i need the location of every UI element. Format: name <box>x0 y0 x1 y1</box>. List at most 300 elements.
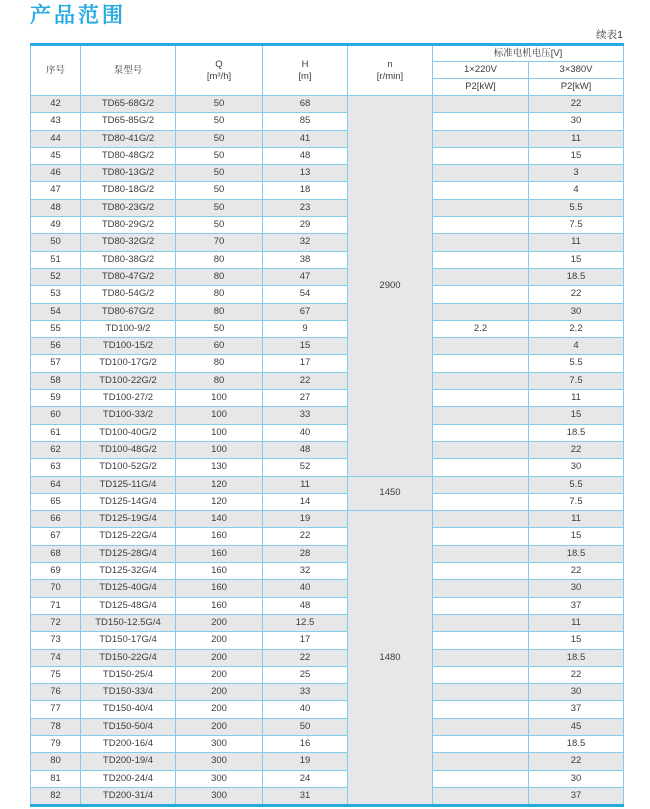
header-q-symbol: Q <box>215 58 223 70</box>
serial-cell: 82 <box>31 787 81 805</box>
h-cell: 31 <box>263 787 348 805</box>
p2-380-cell: 45 <box>529 718 624 735</box>
model-cell: TD125-14G/4 <box>81 493 176 510</box>
h-cell: 17 <box>263 355 348 372</box>
table-row <box>31 528 624 545</box>
table-row <box>31 459 624 476</box>
p2-220-cell <box>433 735 529 752</box>
p2-380-cell: 7.5 <box>529 493 624 510</box>
q-cell: 100 <box>176 390 263 407</box>
table-row <box>31 787 624 805</box>
p2-380-cell: 11 <box>529 234 624 251</box>
serial-cell: 64 <box>31 476 81 493</box>
q-cell: 200 <box>176 666 263 683</box>
header-q-unit: [m³/h] <box>206 70 232 82</box>
serial-cell: 61 <box>31 424 81 441</box>
p2-380-cell: 15 <box>529 407 624 424</box>
table-row <box>31 424 624 441</box>
q-cell: 50 <box>176 96 263 113</box>
p2-220-cell <box>433 632 529 649</box>
h-cell: 67 <box>263 303 348 320</box>
h-cell: 40 <box>263 580 348 597</box>
q-cell: 80 <box>176 372 263 389</box>
h-cell: 19 <box>263 511 348 528</box>
q-cell: 50 <box>176 130 263 147</box>
model-cell: TD125-40G/4 <box>81 580 176 597</box>
q-cell: 50 <box>176 320 263 337</box>
p2-220-cell <box>433 493 529 510</box>
product-range-table <box>30 43 624 807</box>
table-row <box>31 303 624 320</box>
model-cell: TD150-12.5G/4 <box>81 614 176 631</box>
serial-cell: 48 <box>31 199 81 216</box>
model-cell: TD80-13G/2 <box>81 165 176 182</box>
model-cell: TD150-25/4 <box>81 666 176 683</box>
table-row <box>31 286 624 303</box>
model-cell: TD80-38G/2 <box>81 251 176 268</box>
serial-cell: 43 <box>31 113 81 130</box>
table-row <box>31 666 624 683</box>
q-cell: 80 <box>176 286 263 303</box>
p2-220-cell <box>433 251 529 268</box>
model-cell: TD80-41G/2 <box>81 130 176 147</box>
table-row <box>31 130 624 147</box>
serial-cell: 42 <box>31 96 81 113</box>
p2-220-cell <box>433 372 529 389</box>
p2-380-cell: 22 <box>529 563 624 580</box>
p2-380-cell: 30 <box>529 684 624 701</box>
header-model: 泵型号 <box>81 45 176 96</box>
table-row <box>31 217 624 234</box>
h-cell: 27 <box>263 390 348 407</box>
header-n-unit: [r/min] <box>376 70 404 82</box>
q-cell: 200 <box>176 718 263 735</box>
model-cell: TD200-16/4 <box>81 735 176 752</box>
h-cell: 33 <box>263 407 348 424</box>
p2-220-cell <box>433 338 529 355</box>
h-cell: 17 <box>263 632 348 649</box>
serial-cell: 75 <box>31 666 81 683</box>
h-cell: 52 <box>263 459 348 476</box>
table-row <box>31 182 624 199</box>
header-h-unit: [m] <box>298 70 312 82</box>
q-cell: 50 <box>176 199 263 216</box>
p2-220-cell <box>433 390 529 407</box>
serial-cell: 69 <box>31 563 81 580</box>
p2-220-cell <box>433 528 529 545</box>
p2-380-cell: 11 <box>529 130 624 147</box>
p2-380-cell: 11 <box>529 511 624 528</box>
h-cell: 47 <box>263 268 348 285</box>
p2-380-cell: 3 <box>529 165 624 182</box>
table-row <box>31 545 624 562</box>
serial-cell: 52 <box>31 268 81 285</box>
model-cell: TD150-33/4 <box>81 684 176 701</box>
model-cell: TD80-29G/2 <box>81 217 176 234</box>
p2-220-cell <box>433 441 529 458</box>
serial-cell: 71 <box>31 597 81 614</box>
table-row <box>31 390 624 407</box>
p2-380-cell: 18.5 <box>529 649 624 666</box>
table-row <box>31 251 624 268</box>
p2-380-cell: 11 <box>529 614 624 631</box>
q-cell: 80 <box>176 268 263 285</box>
p2-380-cell: 37 <box>529 701 624 718</box>
h-cell: 25 <box>263 666 348 683</box>
q-cell: 100 <box>176 424 263 441</box>
q-cell: 50 <box>176 147 263 164</box>
header-p2-220: P2[kW] <box>433 79 529 96</box>
model-cell: TD80-48G/2 <box>81 147 176 164</box>
table-header <box>31 45 624 96</box>
model-cell: TD125-28G/4 <box>81 545 176 562</box>
p2-380-cell: 22 <box>529 286 624 303</box>
q-cell: 70 <box>176 234 263 251</box>
header-voltage-group: 标准电机电压[V] <box>433 45 624 62</box>
p2-220-cell <box>433 165 529 182</box>
p2-380-cell: 22 <box>529 441 624 458</box>
p2-220-cell <box>433 96 529 113</box>
model-cell: TD125-32G/4 <box>81 563 176 580</box>
model-cell: TD100-33/2 <box>81 407 176 424</box>
model-cell: TD80-23G/2 <box>81 199 176 216</box>
table-row <box>31 614 624 631</box>
p2-220-cell <box>433 459 529 476</box>
serial-cell: 50 <box>31 234 81 251</box>
table-row <box>31 147 624 164</box>
q-cell: 160 <box>176 528 263 545</box>
p2-380-cell: 15 <box>529 251 624 268</box>
table-row <box>31 597 624 614</box>
model-cell: TD80-18G/2 <box>81 182 176 199</box>
p2-220-cell <box>433 113 529 130</box>
serial-cell: 79 <box>31 735 81 752</box>
serial-cell: 68 <box>31 545 81 562</box>
q-cell: 120 <box>176 493 263 510</box>
table-row <box>31 632 624 649</box>
p2-220-cell <box>433 511 529 528</box>
q-cell: 50 <box>176 165 263 182</box>
model-cell: TD150-22G/4 <box>81 649 176 666</box>
p2-380-cell: 18.5 <box>529 545 624 562</box>
serial-cell: 57 <box>31 355 81 372</box>
p2-380-cell: 18.5 <box>529 268 624 285</box>
model-cell: TD65-85G/2 <box>81 113 176 130</box>
serial-cell: 67 <box>31 528 81 545</box>
p2-380-cell: 11 <box>529 390 624 407</box>
header-serial: 序号 <box>31 45 81 96</box>
h-cell: 12.5 <box>263 614 348 631</box>
model-cell: TD150-50/4 <box>81 718 176 735</box>
p2-380-cell: 2.2 <box>529 320 624 337</box>
p2-220-cell <box>433 770 529 787</box>
model-cell: TD200-19/4 <box>81 753 176 770</box>
serial-cell: 47 <box>31 182 81 199</box>
h-cell: 68 <box>263 96 348 113</box>
header-n-symbol: n <box>387 58 393 70</box>
n-cell: 1480 <box>348 511 433 806</box>
header-voltage-380: 3×380V <box>529 62 624 79</box>
p2-380-cell: 30 <box>529 770 624 787</box>
p2-380-cell: 22 <box>529 96 624 113</box>
h-cell: 23 <box>263 199 348 216</box>
header-speed-n <box>348 45 433 96</box>
p2-380-cell: 7.5 <box>529 372 624 389</box>
h-cell: 40 <box>263 424 348 441</box>
q-cell: 50 <box>176 217 263 234</box>
h-cell: 29 <box>263 217 348 234</box>
p2-380-cell: 37 <box>529 787 624 805</box>
h-cell: 22 <box>263 528 348 545</box>
model-cell: TD100-52G/2 <box>81 459 176 476</box>
h-cell: 48 <box>263 597 348 614</box>
h-cell: 32 <box>263 234 348 251</box>
model-cell: TD125-22G/4 <box>81 528 176 545</box>
serial-cell: 76 <box>31 684 81 701</box>
h-cell: 18 <box>263 182 348 199</box>
model-cell: TD80-67G/2 <box>81 303 176 320</box>
model-cell: TD150-40/4 <box>81 701 176 718</box>
serial-cell: 56 <box>31 338 81 355</box>
h-cell: 24 <box>263 770 348 787</box>
p2-220-cell <box>433 649 529 666</box>
n-cell: 2900 <box>348 96 433 477</box>
model-cell: TD200-31/4 <box>81 787 176 805</box>
model-cell: TD125-48G/4 <box>81 597 176 614</box>
p2-220-cell <box>433 787 529 805</box>
model-cell: TD100-48G/2 <box>81 441 176 458</box>
p2-220-cell <box>433 718 529 735</box>
p2-380-cell: 4 <box>529 338 624 355</box>
n-cell: 1450 <box>348 476 433 511</box>
header-head-h <box>263 45 348 96</box>
q-cell: 160 <box>176 545 263 562</box>
q-cell: 50 <box>176 113 263 130</box>
h-cell: 13 <box>263 165 348 182</box>
model-cell: TD80-47G/2 <box>81 268 176 285</box>
model-cell: TD125-19G/4 <box>81 511 176 528</box>
model-cell: TD100-22G/2 <box>81 372 176 389</box>
header-h-symbol: H <box>301 58 309 70</box>
q-cell: 300 <box>176 770 263 787</box>
h-cell: 48 <box>263 147 348 164</box>
q-cell: 100 <box>176 407 263 424</box>
serial-cell: 81 <box>31 770 81 787</box>
model-cell: TD100-15/2 <box>81 338 176 355</box>
q-cell: 200 <box>176 614 263 631</box>
q-cell: 80 <box>176 355 263 372</box>
q-cell: 160 <box>176 597 263 614</box>
header-p2-380: P2[kW] <box>529 79 624 96</box>
h-cell: 15 <box>263 338 348 355</box>
serial-cell: 49 <box>31 217 81 234</box>
model-cell: TD80-54G/2 <box>81 286 176 303</box>
serial-cell: 73 <box>31 632 81 649</box>
table-row <box>31 753 624 770</box>
p2-380-cell: 5.5 <box>529 476 624 493</box>
p2-220-cell <box>433 199 529 216</box>
p2-220-cell <box>433 303 529 320</box>
q-cell: 60 <box>176 338 263 355</box>
table-row <box>31 355 624 372</box>
table-row <box>31 199 624 216</box>
table-row <box>31 441 624 458</box>
p2-380-cell: 5.5 <box>529 199 624 216</box>
p2-380-cell: 15 <box>529 147 624 164</box>
p2-220-cell <box>433 753 529 770</box>
serial-cell: 58 <box>31 372 81 389</box>
q-cell: 50 <box>176 182 263 199</box>
model-cell: TD100-40G/2 <box>81 424 176 441</box>
serial-cell: 77 <box>31 701 81 718</box>
serial-cell: 51 <box>31 251 81 268</box>
p2-380-cell: 18.5 <box>529 424 624 441</box>
p2-220-cell <box>433 545 529 562</box>
serial-cell: 78 <box>31 718 81 735</box>
model-cell: TD100-17G/2 <box>81 355 176 372</box>
p2-220-cell <box>433 268 529 285</box>
p2-220-cell <box>433 355 529 372</box>
p2-380-cell: 7.5 <box>529 217 624 234</box>
table-row <box>31 563 624 580</box>
q-cell: 300 <box>176 753 263 770</box>
p2-220-cell <box>433 424 529 441</box>
q-cell: 200 <box>176 632 263 649</box>
table-row <box>31 338 624 355</box>
table-row <box>31 580 624 597</box>
p2-380-cell: 37 <box>529 597 624 614</box>
table-row <box>31 96 624 113</box>
serial-cell: 80 <box>31 753 81 770</box>
h-cell: 41 <box>263 130 348 147</box>
serial-cell: 66 <box>31 511 81 528</box>
p2-380-cell: 15 <box>529 528 624 545</box>
h-cell: 11 <box>263 476 348 493</box>
model-cell: TD65-68G/2 <box>81 96 176 113</box>
header-voltage-220: 1×220V <box>433 62 529 79</box>
model-cell: TD80-32G/2 <box>81 234 176 251</box>
table-row <box>31 165 624 182</box>
p2-220-cell <box>433 684 529 701</box>
p2-220-cell <box>433 217 529 234</box>
serial-cell: 46 <box>31 165 81 182</box>
serial-cell: 53 <box>31 286 81 303</box>
h-cell: 38 <box>263 251 348 268</box>
p2-220-cell <box>433 147 529 164</box>
model-cell: TD200-24/4 <box>81 770 176 787</box>
header-flow-q <box>176 45 263 96</box>
h-cell: 14 <box>263 493 348 510</box>
p2-220-cell <box>433 563 529 580</box>
table-row <box>31 372 624 389</box>
continued-table-label: 续表1 <box>596 29 623 41</box>
p2-380-cell: 4 <box>529 182 624 199</box>
p2-220-cell: 2.2 <box>433 320 529 337</box>
p2-380-cell: 22 <box>529 753 624 770</box>
h-cell: 22 <box>263 649 348 666</box>
serial-cell: 70 <box>31 580 81 597</box>
table-row <box>31 718 624 735</box>
page-title: 产品范围 <box>30 4 126 27</box>
table-row <box>31 407 624 424</box>
q-cell: 160 <box>176 580 263 597</box>
model-cell: TD150-17G/4 <box>81 632 176 649</box>
serial-cell: 45 <box>31 147 81 164</box>
q-cell: 160 <box>176 563 263 580</box>
table-body <box>31 96 624 806</box>
serial-cell: 72 <box>31 614 81 631</box>
q-cell: 300 <box>176 735 263 752</box>
p2-380-cell: 5.5 <box>529 355 624 372</box>
q-cell: 130 <box>176 459 263 476</box>
p2-220-cell <box>433 597 529 614</box>
h-cell: 28 <box>263 545 348 562</box>
p2-220-cell <box>433 234 529 251</box>
model-cell: TD100-9/2 <box>81 320 176 337</box>
p2-220-cell <box>433 701 529 718</box>
serial-cell: 60 <box>31 407 81 424</box>
table-row <box>31 493 624 510</box>
p2-380-cell: 30 <box>529 459 624 476</box>
p2-220-cell <box>433 407 529 424</box>
p2-380-cell: 30 <box>529 113 624 130</box>
model-cell: TD125-11G/4 <box>81 476 176 493</box>
table-row <box>31 684 624 701</box>
q-cell: 300 <box>176 787 263 805</box>
h-cell: 22 <box>263 372 348 389</box>
table-row <box>31 234 624 251</box>
q-cell: 120 <box>176 476 263 493</box>
p2-380-cell: 22 <box>529 666 624 683</box>
h-cell: 19 <box>263 753 348 770</box>
p2-380-cell: 18.5 <box>529 735 624 752</box>
p2-220-cell <box>433 182 529 199</box>
table-row <box>31 320 624 337</box>
p2-220-cell <box>433 614 529 631</box>
p2-220-cell <box>433 286 529 303</box>
p2-380-cell: 30 <box>529 303 624 320</box>
table-row <box>31 770 624 787</box>
serial-cell: 65 <box>31 493 81 510</box>
q-cell: 100 <box>176 441 263 458</box>
table-row <box>31 511 624 528</box>
q-cell: 140 <box>176 511 263 528</box>
serial-cell: 63 <box>31 459 81 476</box>
serial-cell: 55 <box>31 320 81 337</box>
h-cell: 9 <box>263 320 348 337</box>
table-row <box>31 735 624 752</box>
q-cell: 200 <box>176 701 263 718</box>
serial-cell: 59 <box>31 390 81 407</box>
table-row <box>31 701 624 718</box>
model-cell: TD100-27/2 <box>81 390 176 407</box>
h-cell: 85 <box>263 113 348 130</box>
h-cell: 54 <box>263 286 348 303</box>
h-cell: 33 <box>263 684 348 701</box>
h-cell: 32 <box>263 563 348 580</box>
h-cell: 50 <box>263 718 348 735</box>
q-cell: 80 <box>176 303 263 320</box>
table-row <box>31 113 624 130</box>
p2-220-cell <box>433 130 529 147</box>
p2-220-cell <box>433 580 529 597</box>
serial-cell: 54 <box>31 303 81 320</box>
table-row <box>31 649 624 666</box>
p2-220-cell <box>433 666 529 683</box>
p2-380-cell: 15 <box>529 632 624 649</box>
table-row <box>31 268 624 285</box>
p2-220-cell <box>433 476 529 493</box>
